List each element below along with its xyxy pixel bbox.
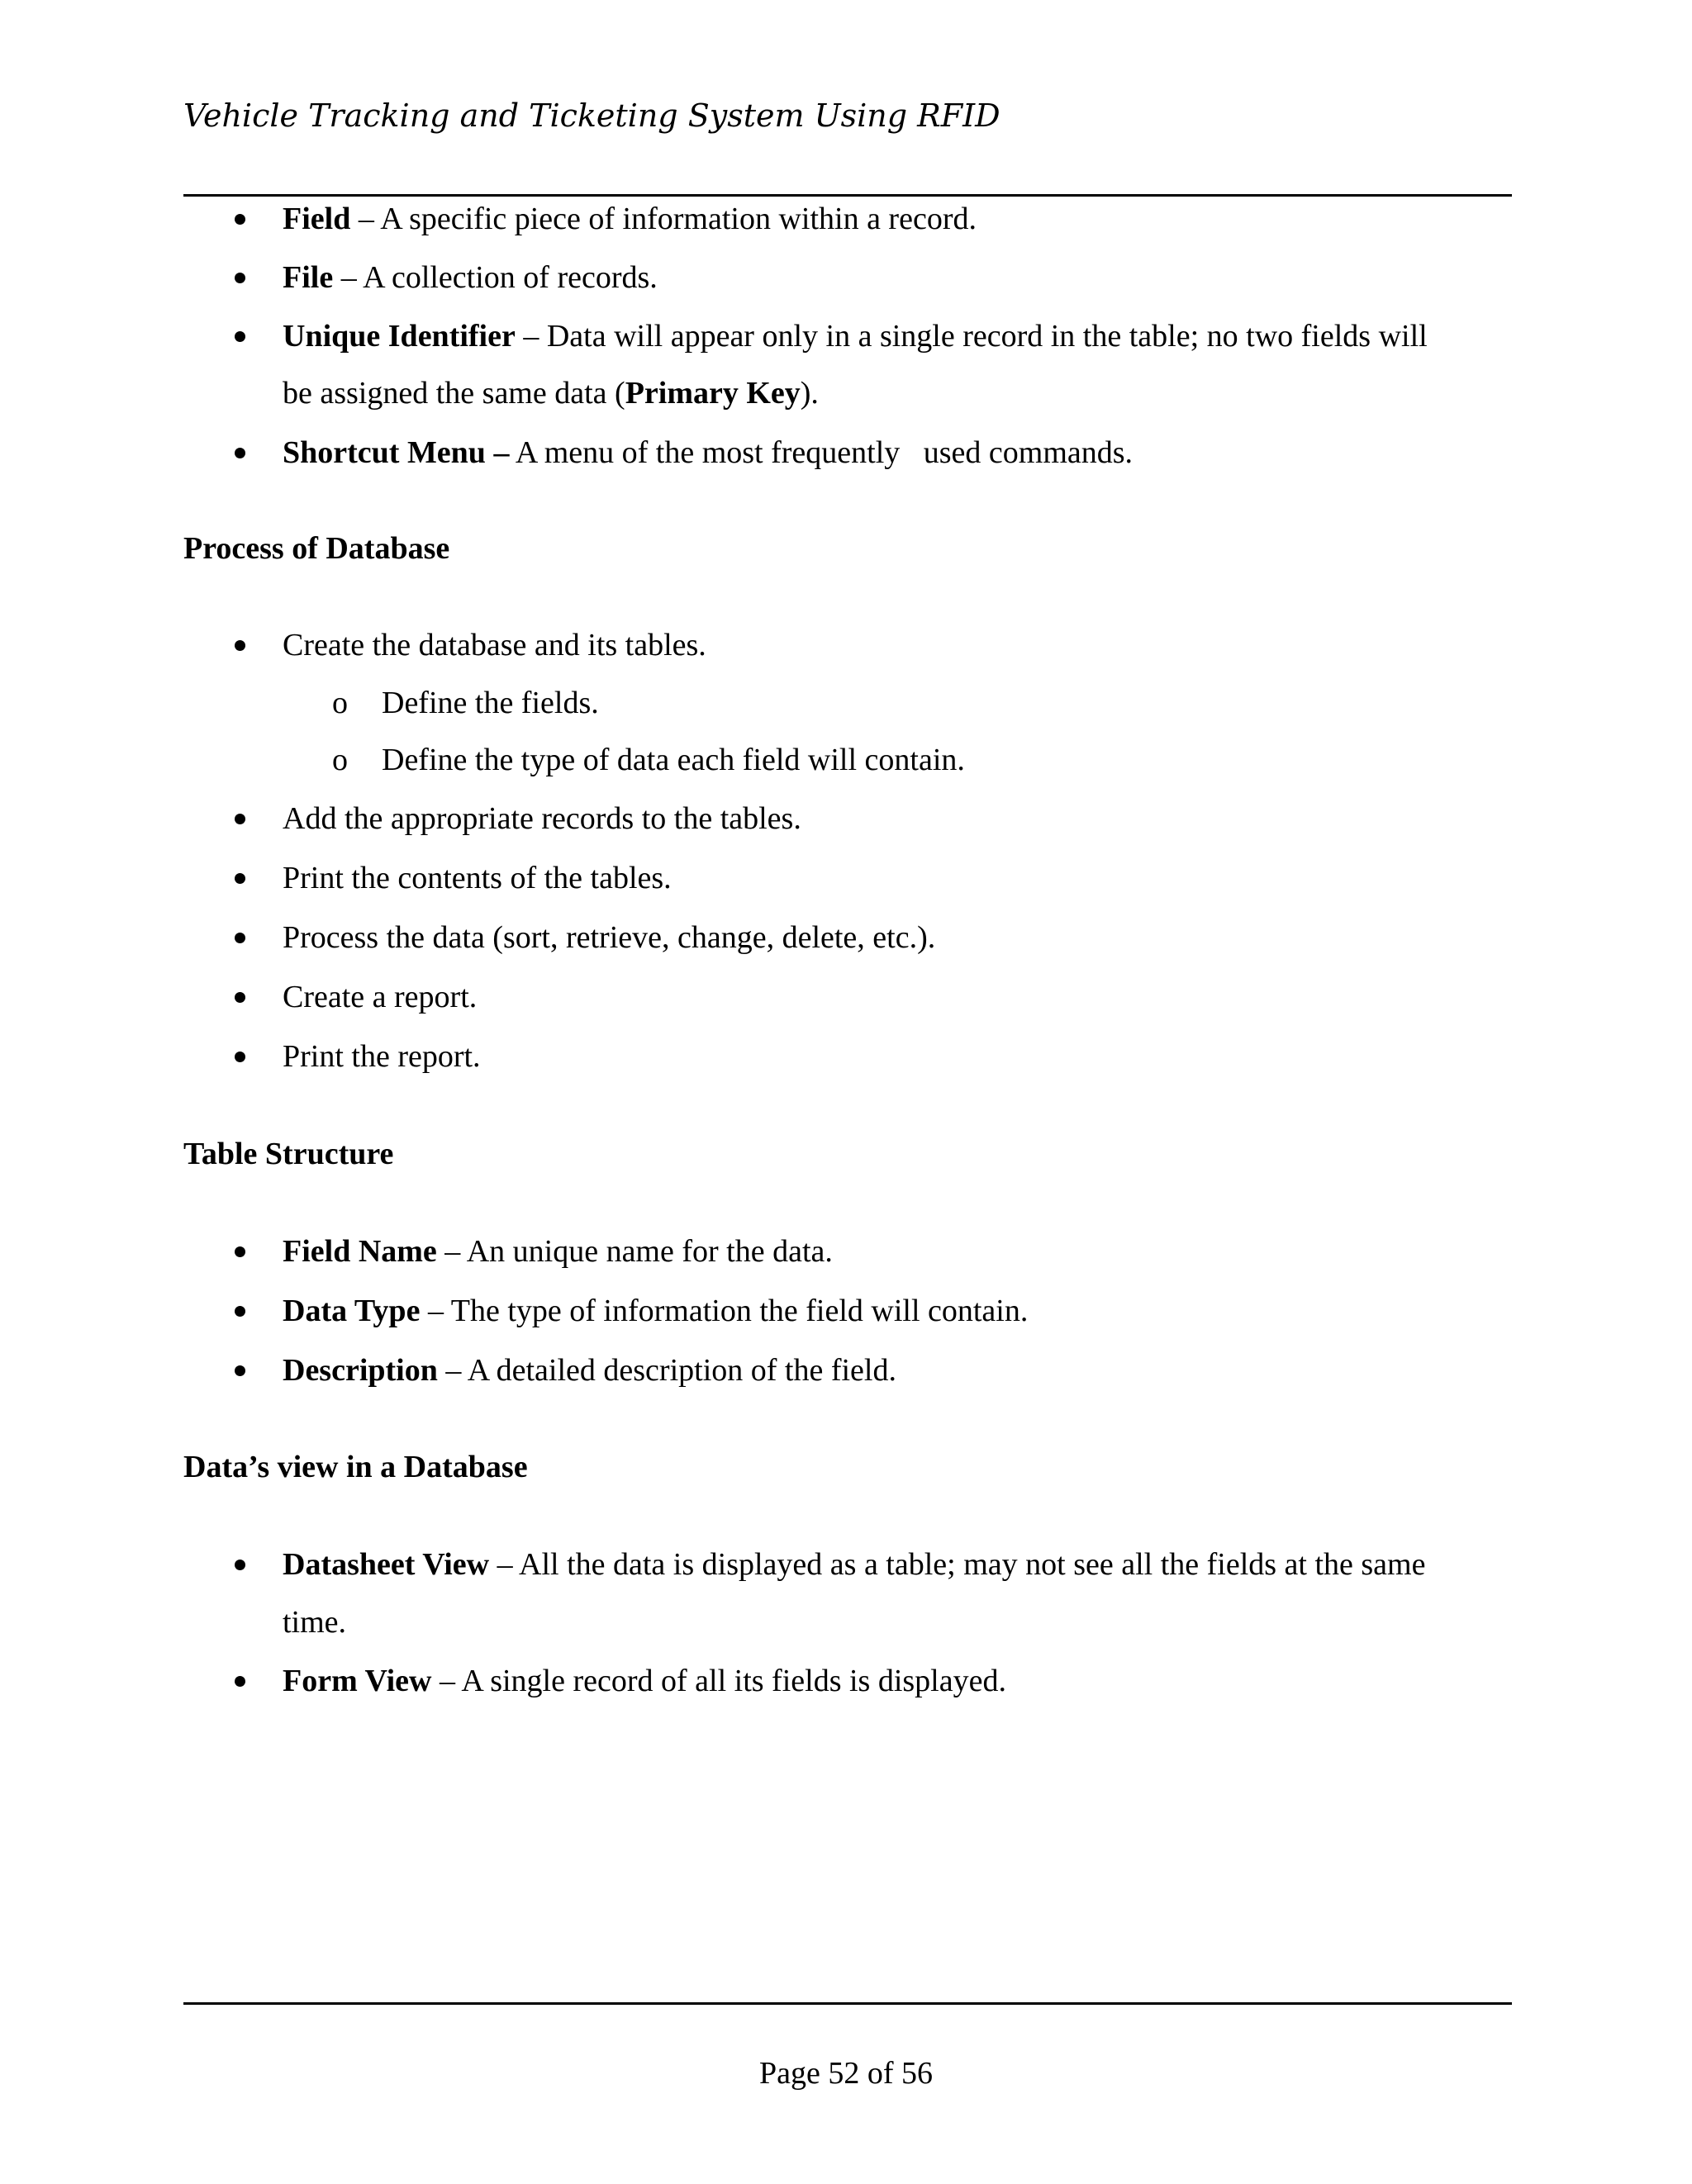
list-item-description: Description – A detailed description of the field. (283, 1353, 896, 1388)
bullet-icon (233, 976, 253, 1018)
list-item-field-name: Field Name – An unique name for the data. (283, 1234, 833, 1269)
bullet-icon (233, 316, 253, 357)
bullet-icon (233, 857, 253, 899)
list-item-data-type: Data Type – The type of information the field will contain. (283, 1294, 1029, 1328)
list-item: Add the appropriate records to the tables. (283, 801, 801, 836)
bullet-icon (233, 798, 253, 839)
page-number: Page 52 of 56 (758, 2056, 934, 2091)
list-item: Print the contents of the tables. (283, 861, 672, 895)
sub-list-item: Define the fields. (382, 686, 599, 720)
list-item-shortcut-menu: Shortcut Menu – A menu of the most frequently used commands. (283, 435, 1134, 470)
list-item-unique-identifier-cont: be assigned the same data (Primary Key). (283, 376, 819, 411)
section-heading-process: Process of Database (183, 531, 450, 566)
bullet-icon (233, 257, 253, 298)
bullet-icon (233, 1660, 253, 1702)
header-rule (183, 194, 1512, 197)
bullet-icon (233, 1036, 253, 1077)
list-item-datasheet-view: Datasheet View – All the data is displayed as a table; may not see all the fields at the same (283, 1547, 1426, 1582)
list-item-file: File – A collection of records. (283, 260, 658, 295)
list-item: Process the data (sort, retrieve, change, delete, etc.). (283, 920, 936, 955)
list-item: Create the database and its tables. (283, 628, 706, 662)
list-item-datasheet-view-cont: time. (283, 1605, 347, 1640)
list-item-field: Field – A specific piece of information within a record. (283, 202, 977, 236)
bullet-icon (233, 1231, 253, 1272)
bullet-icon (233, 198, 253, 240)
bullet-icon (233, 432, 253, 473)
list-item: Print the report. (283, 1039, 481, 1074)
section-heading-views: Data’s view in a Database (183, 1450, 528, 1484)
section-heading-table-structure: Table Structure (183, 1137, 394, 1171)
bullet-icon (233, 1290, 253, 1332)
page-header-title: Vehicle Tracking and Ticketing System Using RFID (183, 97, 1000, 134)
bullet-icon (233, 917, 253, 958)
sub-bullet-icon: o (332, 686, 348, 720)
bullet-icon (233, 624, 253, 666)
list-item: Create a report. (283, 980, 478, 1014)
footer-rule (183, 2002, 1512, 2005)
list-item-unique-identifier: Unique Identifier – Data will appear only in a single record in the table; no two fields will (283, 319, 1428, 354)
sub-list-item: Define the type of data each field will contain. (382, 743, 965, 777)
bullet-icon (233, 1544, 253, 1585)
bullet-icon (233, 1350, 253, 1391)
sub-bullet-icon: o (332, 743, 348, 777)
list-item-form-view: Form View – A single record of all its fields is displayed. (283, 1664, 1006, 1698)
